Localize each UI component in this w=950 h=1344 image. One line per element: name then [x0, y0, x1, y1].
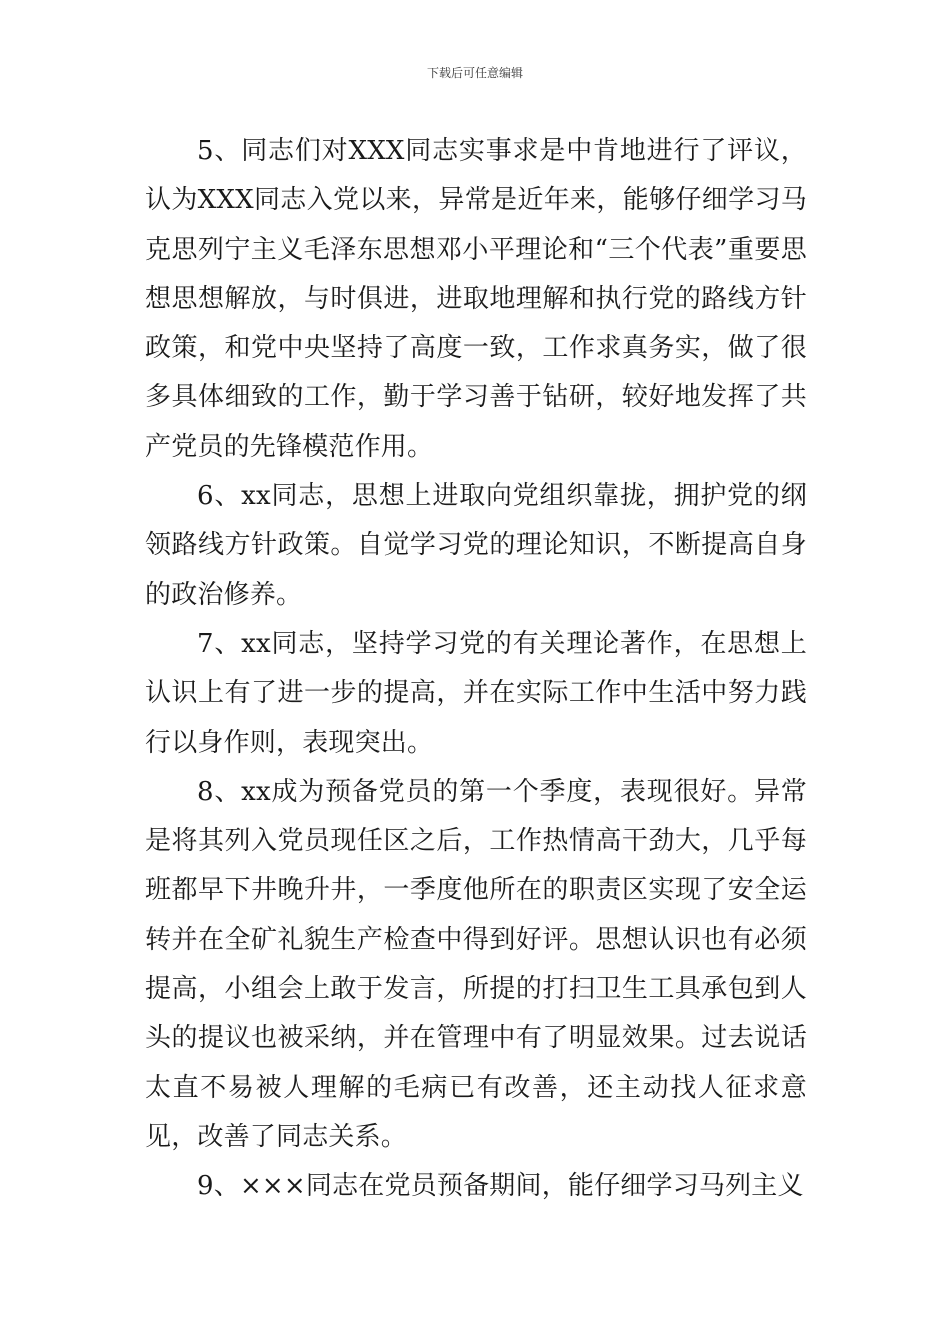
page-header-note: 下载后可任意编辑 — [426, 66, 523, 80]
paragraph-9: 9、×××同志在党员预备期间，能仔细学习马列主义 — [197, 1171, 804, 1202]
document-body — [145, 127, 807, 1212]
paragraph-5: 5、同志们对XXX同志实事求是中肯地进行了评议，认为XXX同志入党以来，异常是近年来，能够仔细学习马克思列宁主义毛泽东思想邓小平理论和“三个代表”重要思想思想解放，与时俱进，进取地理解和执行党的路线方针政策，和党中央坚持了高度一致，工作求真务实，做了很多具体细致的工作，勤于学习善于钻研，较好地发挥了共产党员的先锋模范作用。 — [145, 136, 807, 462]
paragraph-8: 8、xx成为预备党员的第一个季度，表现很好。异常是将其列入党员现任区之后，工作热情高干劲大，几乎每班都早下井晚升井，一季度他所在的职责区实现了安全运转并在全矿礼貌生产检查中得到好评。思想认识也有必须提高，小组会上敢于发言，所提的打扫卫生工具承包到人头的提议也被采纳，并在管理中有了明显效果。过去说话太直不易被人理解的毛病已有改善，还主动找人征求意见，改善了同志关系。 — [145, 776, 807, 1152]
paragraph-6: 6、xx同志，思想上进取向党组织靠拢，拥护党的纲领路线方针政策。自觉学习党的理论知识，不断提高自身的政治修养。 — [145, 481, 807, 610]
paragraph-7: 7、xx同志，坚持学习党的有关理论著作，在思想上认识上有了进一步的提高，并在实际工作中生活中努力践行以身作则，表现突出。 — [145, 628, 807, 758]
